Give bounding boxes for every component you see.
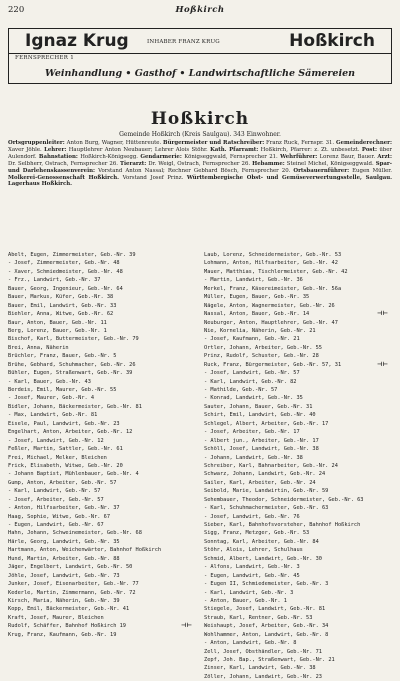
resident-entry: Eisele, Paul, Landwirt, Geb.-Nr. 23 [8, 420, 120, 427]
listing-label: Spar- und Darlehenskassenverein: [8, 160, 392, 174]
resident-entry: - Josef, Zimmermeister, Geb.-Nr. 48 [8, 260, 120, 267]
resident-entry: - Max, Landwirt, Geb.-Nr. 81 [8, 412, 98, 419]
listing-text: Hoßkirch, Pfarrer: z. Zt. unbesetzt. [260, 146, 360, 153]
resident-entry: Brüchler, Franz, Bauer, Geb.-Nr. 5 [8, 353, 117, 360]
town-heading: Hoßkirch [150, 109, 250, 129]
resident-entry: - Josef, Landwirt, Geb.-Nr. 12 [8, 437, 104, 444]
listing-text: über Aulendorf. [8, 146, 393, 160]
running-title: Hoßkirch [175, 5, 225, 15]
resident-entry: - Anton, Landwirt, Geb.-Nr. 8 [204, 640, 297, 647]
resident-entry: Sieber, Karl, Bahnhofsvorsteher, Bahnhof Hoßkirch [204, 522, 361, 528]
resident-entry: Jöhle, Josef, Landwirt, Geb.-Nr. 73 [8, 572, 120, 579]
resident-entry: Kraft, Josef, Maurer, Bleichen [8, 614, 104, 621]
resident-entry: Bühler, Eugen, Straßenwart, Geb.-Nr. 39 [8, 370, 133, 377]
listing-text: Königseggwald, Fernsprecher 21. [184, 153, 278, 160]
ad-slogan: Weinhandlung • Gasthof • Landwirtschaftliche Sämereien [44, 68, 356, 79]
resident-entry: - Karl, Landwirt, Geb.-Nr. 3 [204, 589, 294, 596]
ad-business-name: Ignaz Krug [25, 31, 129, 51]
resident-entry: Seibold, Marie, Landwirtin, Geb.-Nr. 59 [204, 488, 329, 495]
resident-column-right [204, 251, 392, 681]
telephone-icon: ⊣⊢ [377, 360, 388, 368]
resident-entry: Baur, Anton, Bauer, Geb.-Nr. 11 [8, 319, 107, 326]
listing-label: Wehrführer: [280, 153, 318, 160]
resident-entry: Bauer, Emil, Landwirt, Geb.-Nr. 33 [8, 302, 117, 309]
listing-text: Steinel Michel, Königseggwald. [286, 160, 374, 167]
resident-entry: Bauer, Markus, Küfer, Geb.-Nr. 38 [8, 294, 114, 301]
resident-entry: Kederle, Martin, Zimmermann, Geb.-Nr. 72 [8, 589, 136, 596]
resident-entry: Kopp, Emil, Bäckermeister, Geb.-Nr. 41 [8, 606, 130, 613]
resident-entry: Jäger, Engelbert, Landwirt, Geb.-Nr. 50 [8, 564, 133, 571]
resident-column-left [8, 251, 196, 639]
resident-entry: Wohlhammer, Anton, Landwirt, Geb.-Nr. 8 [204, 631, 329, 638]
resident-entry: - Josef, Arbeiter, Geb.-Nr. 17 [204, 429, 300, 436]
resident-entry: Schwarz, Johann, Landwirt, Geb.-Nr. 24 [204, 471, 326, 478]
resident-entry: Stiegele, Josef, Landwirt, Geb.-Nr. 81 [204, 606, 326, 613]
advertisement-box [8, 28, 392, 84]
listing-text: Hoßkirch-Königsegg. [80, 153, 138, 160]
resident-entry: Nägele, Anton, Wagnermeister, Geb.-Nr. 26 [204, 302, 335, 309]
resident-entry: Nassal, Anton, Bauer, Geb.-Nr. 14 ⊣⊢ [204, 310, 388, 318]
resident-entry: Berdeis, Emil, Maurer, Geb.-Nr. 55 [8, 387, 117, 393]
resident-entry: Merkel, Franz, Käsereimeister, Geb.-Nr. 56a [204, 285, 342, 292]
resident-entry: - Josef, Kaufmann, Geb.-Nr. 21 [204, 336, 300, 343]
ad-place: Hoßkirch [289, 31, 375, 51]
resident-entry: - Josef, Arbeiter, Geb.-Nr. 57 [8, 496, 104, 503]
listing-label: Gendarmerie: [140, 153, 182, 160]
resident-entry: - Josef, Maurer, Geb.-Nr. 4 [8, 395, 95, 402]
resident-entry: Prinz, Rudolf, Schuster, Geb.-Nr. 28 [204, 353, 319, 360]
resident-entry: - Eugen, Landwirt, Geb.-Nr. 45 [204, 572, 300, 579]
resident-entry: - Anton, Hilfsarbeiter, Geb.-Nr. 37 [8, 505, 120, 512]
listing-label: Ortsgruppenleiter: [8, 140, 65, 146]
listing-text: Xaver Jöhle. [8, 146, 42, 153]
listing-text: Dr. Weigl, Ostrach, Fernsprecher 26. [148, 160, 251, 167]
resident-entry: Härle, Georg, Landwirt, Geb.-Nr. 35 [8, 538, 120, 545]
resident-entry: Frei, Michael, Melker, Bleichen [8, 454, 107, 461]
listing-text: Eugen Müller. [352, 167, 392, 174]
resident-entry: Zinser, Karl, Landwirt, Geb.-Nr. 38 [204, 665, 316, 672]
resident-entry: Sonntag, Karl, Arbeiter, Geb.-Nr. 84 [204, 538, 319, 545]
page-number: 220 [8, 5, 25, 15]
resident-entry: - Josef, Landwirt, Geb.-Nr. 57 [204, 370, 300, 377]
ad-phone: FERNSPRECHER 1 [15, 55, 75, 61]
resident-entry: Bauer, Georg, Ingenieur, Geb.-Nr. 64 [8, 285, 123, 292]
resident-entry: Ortler, Johann, Arbeiter, Geb.-Nr. 55 [204, 344, 322, 351]
resident-entry: Kirsch, Maria, Näherin, Geb.-Nr. 39 [8, 597, 120, 604]
town-subtitle: Gemeinde Hoßkirch (Kreis Saulgau). 343 Einwohner. [119, 131, 281, 138]
resident-entry: Brühe, Gebhard, Schuhmacher, Geb.-Nr. 26 [8, 361, 136, 368]
listing-label: Württembergische Obst- und Gemüseverwertungsstelle, Saulgau. Lagerhaus Hoßkirch. [8, 174, 393, 188]
ad-owner: INHABER FRANZ KRUG [147, 39, 220, 45]
resident-entry: Sauter, Johann, Bauer, Geb.-Nr. 31 [204, 403, 313, 410]
resident-entry: Schreiber, Karl, Bahnarbeiter, Geb.-Nr. 24 [204, 462, 338, 469]
listing-text: Franz Ruck, Fernspr. 31. [266, 140, 335, 146]
resident-entry: Hahn, Johann, Schweinemeister, Geb.-Nr. 68 [8, 530, 142, 537]
resident-entry: - Alfons, Landwirt, Geb.-Nr. 3 [204, 564, 300, 571]
resident-entry: - Karl, Bauer, Geb.-Nr. 43 [8, 378, 91, 385]
resident-entry: - Johann, Landwirt, Geb.-Nr. 38 [204, 454, 303, 461]
listing-text: Lorenz Baur, Bauer. [319, 153, 376, 160]
resident-columns [8, 251, 392, 680]
resident-entry: Bischof, Karl, Buttermeister, Geb.-Nr. 79 [8, 336, 139, 343]
resident-entry: - Frz., Landwirt, Geb.-Nr. 37 [8, 277, 101, 284]
listing-text: Vorstand Josef Prinz. [122, 174, 184, 181]
resident-entry: Biehler, Anna, Witwe, Geb.-Nr. 62 [8, 311, 114, 318]
listing-text: Hauptlehrer Anton Neubauer; Lehrer Alois Stöhr. [68, 146, 208, 153]
resident-entry: Frick, Elisabeth, Witwe, Geb.-Nr. 20 [8, 462, 123, 469]
listing-label: Kath. Pfarramt: [210, 146, 259, 153]
resident-entry: Schlegel, Albert, Arbeiter, Geb.-Nr. 17 [204, 420, 329, 427]
resident-entry: Zöller, Johann, Landwirt, Geb.-Nr. 23 [204, 673, 322, 680]
listing-label: Ortsbauernführer: [293, 167, 350, 174]
resident-entry: - Mathilde, Geb.-Nr. 57 [204, 387, 278, 393]
resident-entry: - Karl, Landwirt, Geb.-Nr. 82 [204, 378, 297, 385]
listing-text: Anton Burg, Wagner, Hüttenreute. [66, 140, 162, 146]
resident-entry: Schirt, Emil, Landwirt, Geb.-Nr. 40 [204, 412, 316, 419]
listing-label: Tierarzt: [120, 160, 147, 167]
resident-entry: Zepf, Joh. Bap., Straßenwart, Geb.-Nr. 21 [204, 657, 335, 663]
listing-label: Bürgermeister und Ratschreiber: [163, 140, 265, 146]
listing-label: Molkerei-Genossenschaft Hoßkirch. [8, 174, 120, 181]
ad-divider [9, 53, 391, 54]
resident-entry: Hund, Martin, Arbeiter, Geb.-Nr. 88 [8, 555, 120, 562]
resident-entry: Laub, Lorenz, Schneidermeister, Geb.-Nr. 53 [204, 252, 342, 258]
resident-entry: - Karl, Landwirt, Geb.-Nr. 57 [8, 488, 101, 495]
resident-entry: - Albert jun., Arbeiter, Geb.-Nr. 17 [204, 437, 319, 444]
resident-entry: Bidler, Johann, Bäckermeister, Geb.-Nr. 81 [8, 403, 142, 410]
resident-entry: Ruck, Franz, Bürgermeister, Geb.-Nr. 57, 31 ⊣⊢ [204, 360, 388, 368]
resident-entry: Weishaupt, Josef, Arbeiter, Geb.-Nr. 34 [204, 623, 329, 630]
listing-text: Dr. Selbherr, Ostrach, Fernsprecher 26. [8, 160, 118, 167]
resident-entry: Gump, Anton, Arbeiter, Geb.-Nr. 57 [8, 479, 117, 486]
resident-entry: Schöll, Josef, Landwirt, Geb.-Nr. 38 [204, 446, 319, 453]
ad-name-row [11, 32, 389, 52]
resident-entry: Sehembauer, Theodor, Schneidermeister, Geb.-Nr. 63 [204, 496, 364, 503]
resident-entry: Straub, Karl, Rentner, Geb.-Nr. 53 [204, 614, 313, 621]
telephone-icon: ⊣⊢ [181, 622, 192, 630]
resident-entry: - Xaver, Schmiedmeister, Geb.-Nr. 48 [8, 268, 123, 275]
listing-label: Lehrer: [44, 146, 67, 153]
resident-entry: Sigg, Franz, Metzger, Geb.-Nr. 53 [204, 530, 310, 537]
resident-entry: - Konrad, Landwirt, Geb.-Nr. 35 [204, 395, 303, 402]
resident-entry: - Johann Baptist, Mühlenbauer, Geb.-Nr. 4 [8, 471, 139, 478]
resident-entry: Feßler, Martin, Sattler, Geb.-Nr. 61 [8, 446, 123, 453]
resident-entry: - Eugen, Landwirt, Geb.-Nr. 67 [8, 522, 104, 528]
resident-entry: Müller, Eugen, Bauer, Geb.-Nr. 35 [204, 294, 310, 301]
listing-label: Arzt: [377, 153, 392, 160]
resident-entry: Schmid, Albert, Landwirt, Geb.-Nr. 30 [204, 555, 322, 562]
resident-entry: - Martin, Landwirt, Geb.-Nr. 36 [204, 277, 303, 284]
listing-label: Gemeinderechner: [336, 140, 392, 146]
resident-entry: Zell, Josef, Obsthändler, Geb.-Nr. 71 [204, 648, 322, 655]
resident-entry: - Karl, Schuhmachermeister, Geb.-Nr. 63 [204, 505, 329, 512]
resident-entry: Junker, Josef, Eisenarbeiter, Geb.-Nr. 77 [8, 581, 139, 588]
resident-entry: Engelhart, Anton, Arbeiter, Geb.-Nr. 12 [8, 429, 133, 436]
resident-entry: Neuburger, Anton, Hauptlehrer, Geb.-Nr. 47 [204, 319, 338, 326]
resident-entry: Krug, Franz, Kaufmann, Geb.-Nr. 19 [8, 631, 117, 638]
resident-entry: Brei, Anna, Näherin [8, 344, 69, 351]
resident-entry: - Eugen II, Schmiedemeister, Geb.-Nr. 3 [204, 581, 329, 588]
resident-entry: Hartmann, Anton, Weichenwärter, Bahnhof Hoßkirch [8, 547, 162, 554]
resident-entry: Haag, Sophie, Witwe, Geb.-Nr. 67 [8, 513, 111, 520]
resident-entry: - Josef, Landwirt, Geb.-Nr. 76 [204, 513, 300, 520]
resident-entry: Abelt, Eugen, Zimmermeister, Geb.-Nr. 39 [8, 252, 136, 258]
resident-entry: Rudolf, Schäffer, Bahnhof Hoßkirch 19 ⊣⊢ [8, 622, 192, 630]
resident-entry: - Anton, Bauer, Geb.-Nr. 1 [204, 597, 287, 604]
official-listing [8, 140, 392, 188]
listing-label: Hebamme: [252, 160, 285, 167]
telephone-icon: ⊣⊢ [377, 310, 388, 318]
resident-entry: Mauer, Matthias, Tischlermeister, Geb.-Nr. 42 [204, 268, 348, 275]
resident-entry: Nie, Kornelia, Näherin, Geb.-Nr. 21 [204, 327, 316, 334]
resident-entry: Lohmann, Anton, Hilfsarbeiter, Geb.-Nr. 42 [204, 260, 338, 267]
listing-label: Post: [361, 146, 377, 153]
resident-entry: Berg, Lorenz, Bauer, Geb.-Nr. 1 [8, 327, 107, 334]
page-header [8, 5, 392, 18]
listing-text: Vorstand Anton Nassal; Rechner Gebhard Bösch, Fernsprecher 20. [98, 167, 291, 174]
resident-entry: Stöhr, Alois, Lehrer, Schulhaus [204, 547, 303, 554]
listing-label: Bahnstation: [38, 153, 78, 160]
resident-entry: Sailer, Karl, Arbeiter, Geb.-Nr. 24 [204, 479, 316, 486]
